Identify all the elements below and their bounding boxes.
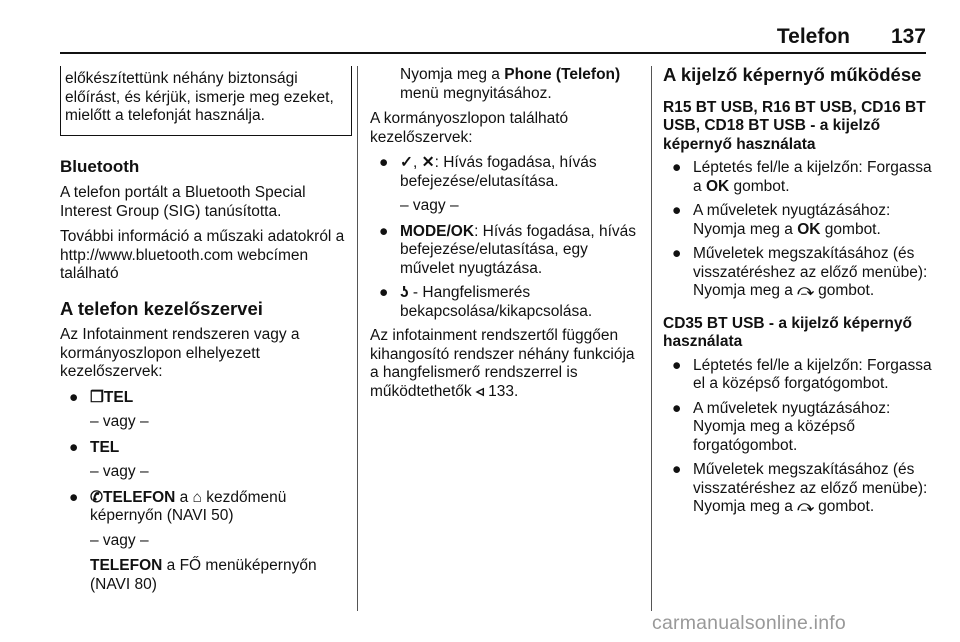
- ok-button-label: OK: [705, 177, 730, 195]
- page-reference-icon: ◃: [475, 382, 484, 400]
- item-text: A műveletek nyugtázásához: Nyomja meg a: [693, 202, 891, 238]
- item-text: menü megnyitásához.: [400, 84, 552, 102]
- bullet-icon: ●: [672, 399, 682, 417]
- bullet-icon: ●: [672, 202, 682, 219]
- safety-note-box: [60, 66, 352, 136]
- paragraph: Az Infotainment rendszeren vagy a kormányoszlopon elhelyezett kezelőszervek:: [60, 326, 300, 380]
- bluetooth-heading: Bluetooth: [60, 156, 140, 176]
- list-item: [60, 489, 350, 526]
- back-icon: ⤼: [797, 282, 814, 299]
- or-separator: – vagy –: [90, 463, 149, 480]
- bullet-icon: ●: [672, 356, 682, 374]
- paragraph: [370, 327, 638, 401]
- column-3: [663, 66, 933, 523]
- list-item: [60, 389, 350, 408]
- list-item-continuation: [370, 66, 638, 103]
- item-text: : Hívás fogadása, hívás befejezése/elutasítása.: [400, 154, 597, 190]
- bullet-icon: ●: [672, 245, 682, 262]
- column-2: [370, 66, 638, 408]
- phone-key-icon: ❒: [90, 388, 104, 406]
- column-1: [60, 66, 350, 601]
- item-text: gombot.: [820, 220, 881, 238]
- list-item: [663, 357, 933, 394]
- or-separator: – vagy –: [400, 197, 459, 214]
- item-label: TELEFON: [90, 557, 163, 574]
- list-item: [370, 223, 638, 279]
- item-text: Léptetés fel/le a kijelzőn: Forgassa el a középső forgatógombot.: [693, 356, 932, 392]
- bullet-icon: ●: [379, 222, 389, 240]
- list-item-continuation: [60, 557, 350, 594]
- page-number: 137: [890, 25, 926, 48]
- list-item: [663, 159, 933, 196]
- item-text: Nyomja meg a: [400, 66, 505, 83]
- subheading: CD35 BT USB - a kijelző képernyő használata: [663, 314, 912, 350]
- end-call-icon: ✕: [421, 154, 435, 171]
- page-reference: 133.: [488, 382, 519, 400]
- controls-heading: A telefon kezelőszervei: [60, 297, 263, 319]
- item-label: TELEFON: [103, 488, 176, 506]
- header-rule: [60, 52, 926, 54]
- or-separator: – vagy –: [90, 413, 149, 430]
- display-heading: A kijelző képernyő működése: [663, 64, 922, 85]
- ok-button-label: OK: [797, 220, 821, 238]
- bullet-icon: ●: [379, 284, 389, 301]
- handset-icon: ✆: [90, 488, 103, 506]
- item-label: MODE/OK: [400, 222, 475, 240]
- phone-menu-label: Phone (Telefon): [504, 66, 621, 83]
- home-icon: ⌂: [192, 488, 202, 506]
- page-header: [60, 0, 926, 58]
- list-item: [60, 439, 350, 458]
- list-item: [663, 400, 933, 456]
- item-text: : Hívás fogadása, hívás befejezése/elutasítása, egy művelet nyugtázása.: [400, 222, 637, 277]
- paragraph: A telefon portált a Bluetooth Special Interest Group (SIG) tanúsította.: [60, 184, 306, 220]
- item-text: kezdőmenü képernyőn (NAVI 50): [90, 488, 287, 524]
- item-text: a: [175, 488, 193, 506]
- bullet-icon: ●: [69, 488, 79, 506]
- or-separator: – vagy –: [90, 531, 149, 549]
- list-item: [663, 245, 933, 301]
- paragraph-text: Az infotainment rendszertől függően kihangosító rendszer néhány funkciója a hangfelismerő rendszerrel is működtethetők: [370, 327, 635, 400]
- item-label: TEL: [90, 438, 120, 456]
- bullet-icon: ●: [672, 461, 682, 478]
- column-divider: [357, 66, 358, 611]
- answer-call-icon: ✓: [400, 154, 413, 171]
- item-text: gombot.: [729, 177, 790, 195]
- bullet-icon: ●: [69, 388, 79, 406]
- back-icon: ⤼: [797, 498, 814, 515]
- list-item: [663, 202, 933, 239]
- page-title: Telefon: [776, 25, 850, 48]
- voice-recognition-icon: ʖ: [400, 284, 409, 301]
- bullet-icon: ●: [69, 438, 79, 456]
- bullet-icon: ●: [379, 154, 389, 171]
- subheading: R15 BT USB, R16 BT USB, CD16 BT USB, CD18 BT USB - a kijelző képernyő használata: [663, 98, 926, 153]
- item-text: gombot.: [813, 282, 875, 299]
- bullet-icon: ●: [672, 159, 682, 176]
- item-text: A műveletek nyugtázásához: Nyomja meg a középső forgatógombot.: [693, 399, 891, 454]
- item-text: Léptetés fel/le a kijelzőn: Forgassa a: [693, 159, 932, 195]
- item-text: gombot.: [813, 498, 875, 515]
- item-text: Műveletek megszakításához (és visszatéréshez az előző menübe): Nyomja meg a: [693, 245, 928, 299]
- item-text: - Hangfelismerés bekapcsolása/kikapcsolása.: [400, 284, 593, 320]
- list-item: ● ✓, ✕: Hívás fogadása, hívás befejezése/elutasítása.: [379, 154, 597, 190]
- item-text: Műveletek megszakításához (és visszatéréshez az előző menübe): Nyomja meg a: [693, 461, 928, 515]
- paragraph: A kormányoszlopon található kezelőszervek:: [370, 110, 569, 146]
- safety-note-text: előkészítettünk néhány biztonsági előírást, és kérjük, ismerje meg ezeket, mielőtt a telefonját használja.: [65, 70, 334, 124]
- item-text: a FŐ menüképernyőn (NAVI 80): [90, 557, 317, 593]
- list-item: [663, 461, 933, 517]
- column-divider: [651, 66, 652, 611]
- watermark: carmanualsonline.info: [652, 612, 846, 634]
- paragraph: További információ a műszaki adatokról a http://www.bluetooth.com webcímen található: [60, 228, 345, 282]
- list-item: [370, 284, 638, 321]
- item-label: TEL: [103, 388, 134, 406]
